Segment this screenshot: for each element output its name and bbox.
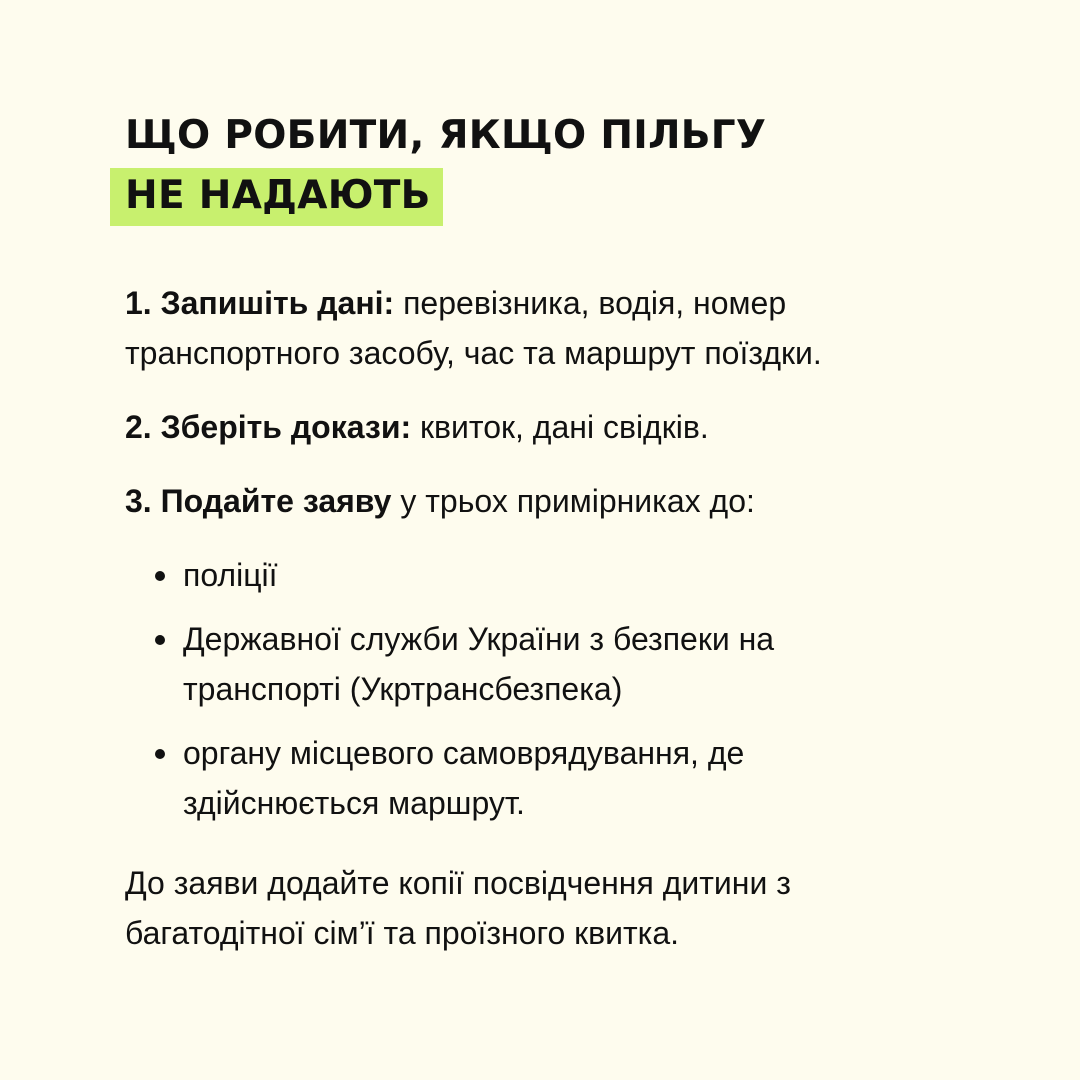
title-line-2 bbox=[125, 168, 1080, 226]
footer-note: До заяви додайте копії посвідчення дитини з багатодітної сім’ї та проїзного квитка. bbox=[125, 865, 791, 951]
step-2-text: квиток, дані свідків. bbox=[411, 409, 709, 445]
bullet-icon bbox=[155, 571, 165, 581]
title bbox=[125, 110, 1080, 226]
list-item bbox=[125, 728, 1080, 828]
authority-list bbox=[125, 550, 1080, 828]
list-item bbox=[125, 550, 1080, 600]
step-3-text: у трьох примірниках до: bbox=[391, 483, 755, 519]
list-item-text: органу місцевого самоврядування, де здійснюється маршрут. bbox=[183, 735, 745, 821]
content bbox=[125, 278, 1080, 958]
title-line-1: ЩО РОБИТИ, ЯКЩО ПІЛЬГУ bbox=[125, 113, 767, 158]
step-3-heading: 3. Подайте заяву bbox=[125, 483, 392, 519]
title-highlight: НЕ НАДАЮТЬ bbox=[110, 168, 443, 226]
list-item bbox=[125, 614, 1080, 714]
bullet-icon bbox=[155, 749, 165, 759]
list-item-text: Державної служби України з безпеки на транспорті (Укртрансбезпека) bbox=[183, 621, 775, 707]
step-2 bbox=[125, 402, 965, 452]
step-1-text: перевізника, водія, номер транспортного засобу, час та маршрут поїздки. bbox=[125, 285, 822, 371]
step-1 bbox=[125, 278, 965, 378]
step-2-heading: 2. Зберіть докази: bbox=[125, 409, 412, 445]
step-1-heading: 1. Запишіть дані: bbox=[125, 285, 395, 321]
step-3 bbox=[125, 476, 965, 526]
list-item-text: поліції bbox=[183, 557, 278, 593]
bullet-icon bbox=[155, 635, 165, 645]
